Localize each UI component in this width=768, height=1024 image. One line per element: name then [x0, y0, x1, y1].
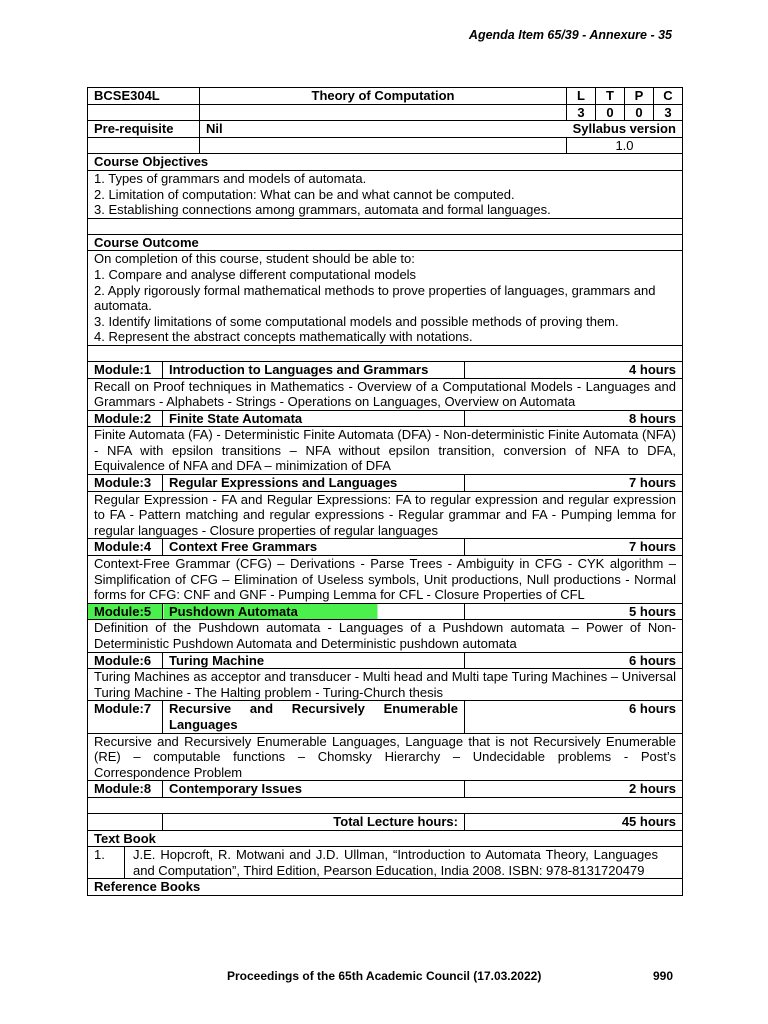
outcome-item: 4. Represent the abstract concepts mathematically with notations.	[94, 329, 473, 345]
module-hours: 6 hours	[465, 652, 683, 669]
module-label: Module:6	[88, 652, 163, 669]
textbook-number: 1.	[88, 847, 125, 878]
module-content-text: Regular Expression - FA and Regular Expressions: FA to regular expression and regular expression to FA - Pattern matching and regular expressions - Regular grammar and FA -	[94, 491, 676, 523]
module-content	[88, 491, 683, 539]
module-content: Recall on Proof techniques in Mathematics - Overview of a Computational Models - Languages and Grammars - Alphabets - Strings - Operations on Languages, Overview on Automata	[88, 378, 683, 410]
blank-row	[88, 218, 683, 234]
module-content: Definition of the Pushdown automata - Languages of a Pushdown automata – Power of Non-Deterministic Pushdown Automata and Deterministic pushdown automata	[88, 620, 683, 652]
module-title: Introduction to Languages and Grammars	[163, 361, 465, 378]
ltpc-label-l: L	[567, 88, 596, 105]
total-label: Total Lecture hours:	[163, 813, 465, 830]
module-title-highlighted: Pushdown Automata	[163, 603, 465, 620]
course-code: BCSE304L	[88, 88, 200, 105]
outcome-item: 2. Apply rigorously formal mathematical methods to prove properties of languages, grammars and automata.	[94, 282, 656, 314]
blank-row	[88, 797, 683, 813]
objective-item: 2. Limitation of computation: What can be and what cannot be computed.	[94, 186, 515, 202]
objectives-heading: Course Objectives	[88, 154, 683, 171]
module-title: Context Free Grammars	[163, 539, 465, 556]
outcomes-heading: Course Outcome	[88, 234, 683, 251]
syllabus-version-value: 1.0	[567, 137, 683, 154]
blank-row	[88, 345, 683, 361]
module-hours: 8 hours	[465, 410, 683, 427]
module-title: Turing Machine	[163, 652, 465, 669]
outcome-item: 1. Compare and analyse different computational models	[94, 266, 417, 282]
blank-cell	[88, 813, 163, 830]
module-hours: 7 hours	[465, 475, 683, 492]
blank-cell	[200, 104, 567, 121]
module-content: Recursive and Recursively Enumerable Languages, Language that is not Recursively Enumerable (RE) – computable functions – Chomsky Hierarchy – Undecidable problems - Post’s Correspondence Problem	[88, 733, 683, 781]
module-hours: 4 hours	[465, 361, 683, 378]
outcome-intro: On completion of this course, student should be able to:	[94, 251, 415, 267]
module-content: Context-Free Grammar (CFG) – Derivations - Parse Trees - Ambiguity in CFG - CYK algorithm – Simplification of CFG – Elimination of Useless symbols, Unit productions, Null productions - Normal forms for CFG: CNF and GNF - Pumping Lemma for CFL - Closure Properties of CFL	[88, 556, 683, 604]
ltpc-value-l: 3	[567, 104, 596, 121]
blank-cell	[88, 104, 200, 121]
outcome-item: 3. Identify limitations of some computational models and possible methods of proving them.	[94, 313, 619, 329]
module-label: Module:4	[88, 539, 163, 556]
prereq-value: Nil	[200, 121, 567, 138]
textbook-citation: J.E. Hopcroft, R. Motwani and J.D. Ullman, “Introduction to Automata Theory, Languages and Computation”, Third Edition, Pearson Education, India 2008. ISBN: 978-8131720479	[133, 847, 658, 878]
ltpc-value-c: 3	[654, 104, 683, 121]
module-content: Turing Machines as acceptor and transducer - Multi head and Multi tape Turing Machines – Universal Turing Machine - The Halting problem - Turing-Church thesis	[88, 669, 683, 701]
module-content: Finite Automata (FA) - Deterministic Finite Automata (DFA) - Non-deterministic Finite Automata (NFA) - NFA with epsilon transitions – NFA without epsilon transition, conversion of NFA to DFA, Equivalence of NFA and DFA – minimization of DFA	[88, 427, 683, 475]
module-label: Module:2	[88, 410, 163, 427]
module-label-highlighted: Module:5	[88, 603, 163, 620]
textbook-entry	[88, 847, 683, 879]
ltpc-label-t: T	[596, 88, 625, 105]
objective-item: 1. Types of grammars and models of automata.	[94, 170, 367, 186]
syllabus-version-label: Syllabus version	[567, 121, 683, 138]
blank-cell	[200, 137, 567, 154]
module-label: Module:1	[88, 361, 163, 378]
ltpc-label-c: C	[654, 88, 683, 105]
total-hours: 45 hours	[465, 813, 683, 830]
ltpc-value-t: 0	[596, 104, 625, 121]
prereq-label: Pre-requisite	[88, 121, 200, 138]
module-title: Regular Expressions and Languages	[163, 475, 465, 492]
syllabus-table	[87, 87, 683, 896]
module-label: Module:7	[88, 701, 163, 733]
module-hours: 6 hours	[465, 701, 683, 733]
outcomes-list	[88, 251, 683, 346]
module-hours: 2 hours	[465, 781, 683, 798]
ltpc-value-p: 0	[625, 104, 654, 121]
module-label: Module:3	[88, 475, 163, 492]
textbook-heading: Text Book	[88, 830, 683, 847]
agenda-header: Agenda Item 65/39 - Annexure - 35	[468, 28, 672, 42]
page-number: 990	[653, 969, 674, 983]
objectives-list	[88, 170, 683, 218]
course-title: Theory of Computation	[200, 88, 567, 105]
underlined-text-content: Pumping lemma for regular languages - Closure properties of regular languages	[94, 507, 676, 538]
objective-item: 3. Establishing connections among grammars, automata and formal languages.	[94, 202, 551, 218]
reference-books-heading: Reference Books	[88, 879, 683, 896]
blank-cell	[88, 137, 200, 154]
module-hours: 7 hours	[465, 539, 683, 556]
ltpc-label-p: P	[625, 88, 654, 105]
module-title: Contemporary Issues	[163, 781, 465, 798]
module-hours: 5 hours	[465, 603, 683, 620]
footer-proceedings: Proceedings of the 65th Academic Council (17.03.2022)	[227, 969, 542, 983]
module-label: Module:8	[88, 781, 163, 798]
module-title: Finite State Automata	[163, 410, 465, 427]
module-title: Recursive and Recursively Enumerable Languages	[163, 701, 465, 733]
